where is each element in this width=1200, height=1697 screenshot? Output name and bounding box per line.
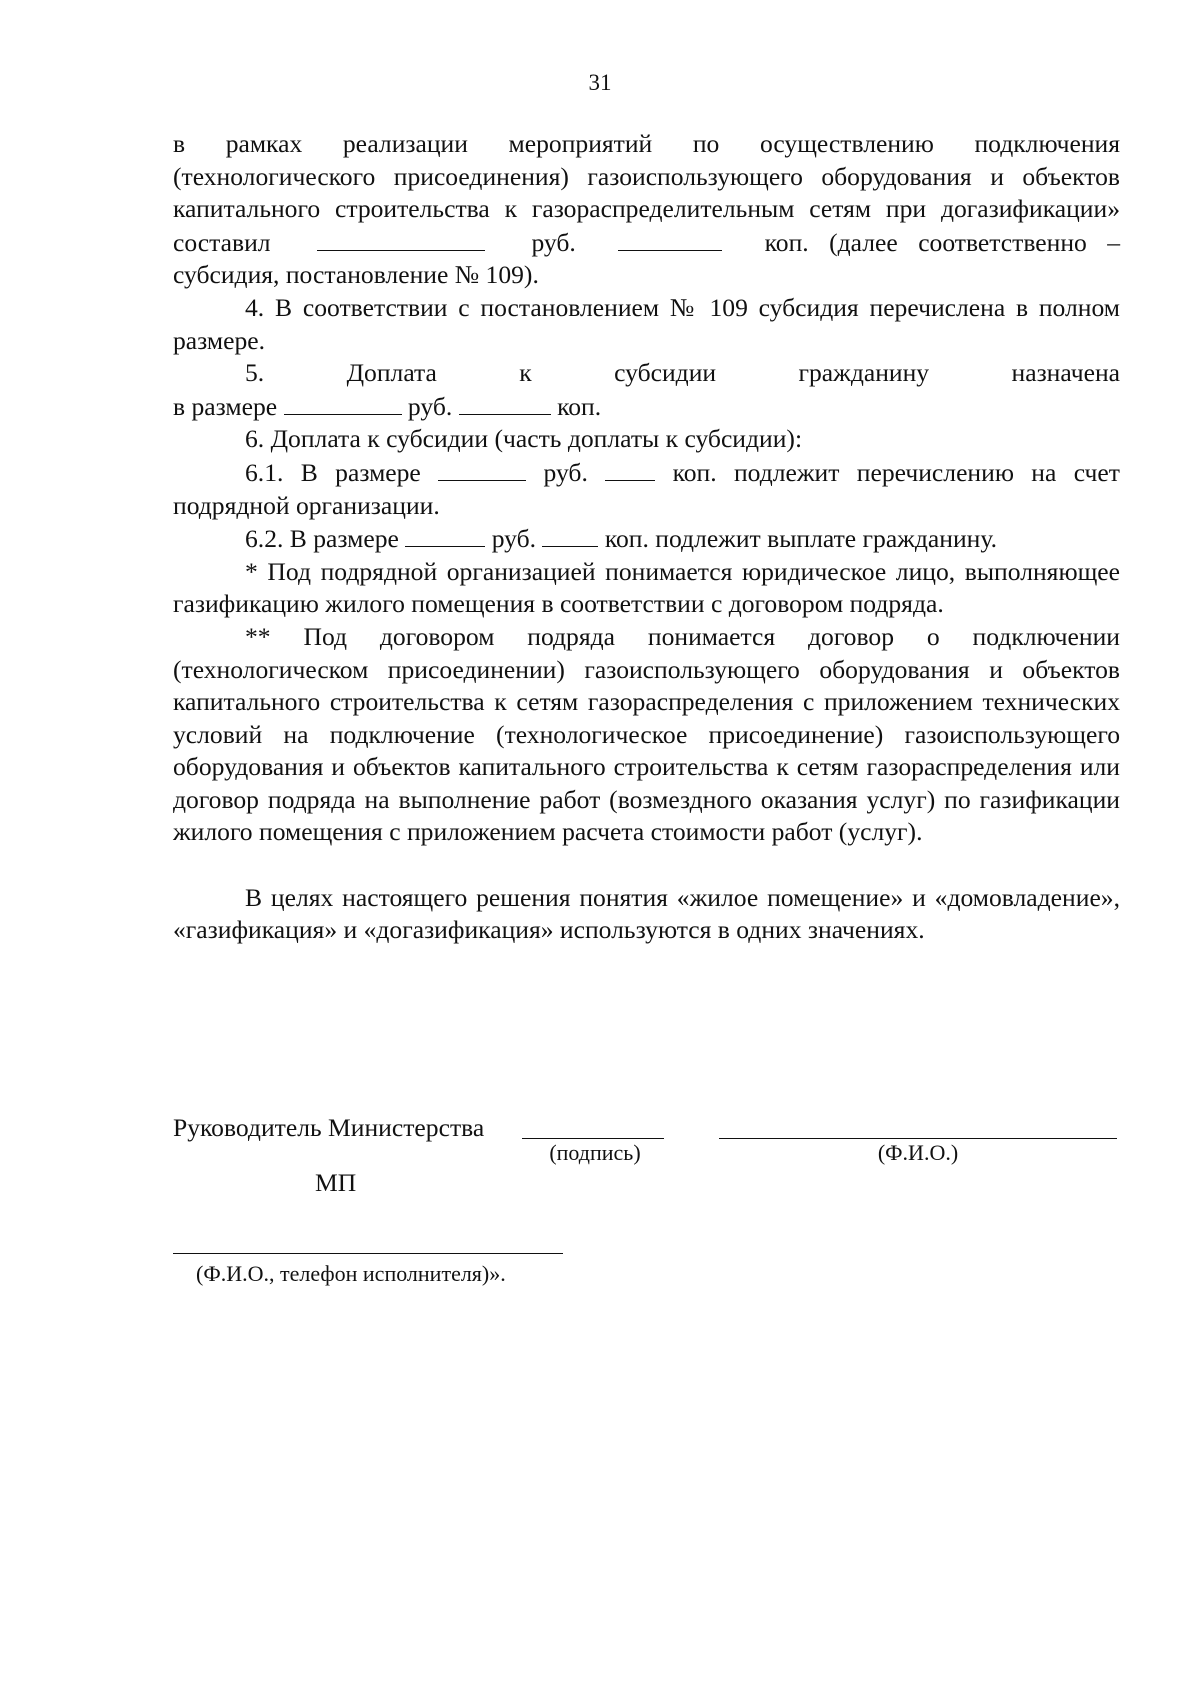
kop-blank[interactable] (618, 226, 722, 251)
executor-line[interactable] (173, 1253, 563, 1254)
rub-blank[interactable] (284, 390, 402, 415)
paragraph-6: 6. Доплата к субсидии (часть доплаты к субсидии): (245, 424, 803, 454)
paragraph-6-2: 6.2. В размере руб. коп. подлежит выплате гражданину. (245, 524, 997, 554)
footnote-contractor: * Под подрядной организацией понимается юридическое лицо, выполняющее газификацию жилого помещения в соответствии с договором подряда. (173, 556, 1120, 619)
paragraph-5-line1: 5. Доплата к субсидии гражданину назначена (245, 358, 1120, 388)
rub-blank[interactable] (438, 456, 526, 481)
paragraph-definitions: В целях настоящего решения понятия «жилое помещение» и «домовладение», «газификация» и «догазификация» используются в одних значениях. (173, 882, 1120, 945)
signature-label: Руководитель Министерства (173, 1113, 485, 1142)
footnote-contract: ** Под договором подряда понимается договор о подключении (технологическом присоединении) газоиспользующего оборудования и объектов капитального строительства к сетям газораспределения с приложением технических условий на подключение (технологическое присоединение) газоиспользующего оборудования и объектов капитального строительства к сетям газораспределения или договор подряда на выполнение работ (возмездного оказания услуг) по газификации жилого помещения с приложением расчета стоимости работ (услуг). (173, 621, 1120, 847)
paragraph-6-1: 6.1. В размере руб. коп. подлежит перечислению на счет подрядной организации. (173, 457, 1120, 520)
page-number: 31 (588, 70, 612, 95)
signature-line[interactable] (522, 1138, 664, 1139)
signature-caption: (подпись) (549, 1140, 641, 1165)
fio-caption: (Ф.И.О.) (877, 1140, 959, 1165)
kop-blank[interactable] (459, 390, 551, 415)
kop-blank[interactable] (542, 522, 598, 547)
document-body (173, 128, 1120, 947)
paragraph-subsidy-amount: в рамках реализации мероприятий по осуществлению подключения (технологического присоединения) газоиспользующего оборудования и объектов капитального строительства к газораспределительным сетям при догазификации» составил руб. коп. (далее соответственно – субсидия, постановление № 109). (173, 129, 1121, 290)
rub-blank[interactable] (317, 226, 485, 251)
paragraph-5-line2: в размере руб. коп. (173, 391, 602, 421)
rub-blank[interactable] (405, 522, 485, 547)
kop-blank[interactable] (605, 456, 655, 481)
paragraph-4: 4. В соответствии с постановлением № 109 субсидия перечислена в полном размере. (173, 292, 1120, 355)
fio-line[interactable] (719, 1138, 1117, 1139)
executor-caption: (Ф.И.О., телефон исполнителя)». (196, 1261, 506, 1286)
stamp-label: МП (315, 1168, 357, 1197)
